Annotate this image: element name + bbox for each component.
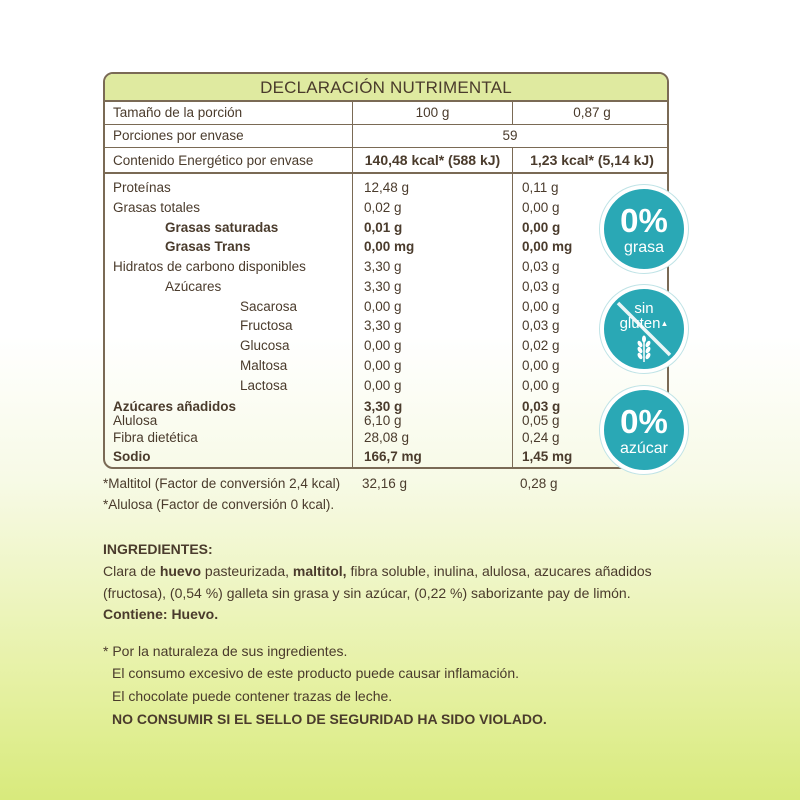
ingredients-text: Clara de — [103, 563, 160, 579]
nutrient-row — [105, 238, 667, 256]
nutrient-value-100g: 0,00 mg — [364, 239, 415, 254]
nutrient-label: Grasas totales — [113, 200, 201, 215]
nutrient-value-portion: 0,03 g — [522, 399, 561, 414]
zero-sugar-badge — [600, 386, 688, 474]
nutrient-value-100g: 0,00 g — [364, 338, 402, 353]
nutrient-label: Hidratos de carbono disponibles — [113, 259, 306, 274]
safety-warning: NO CONSUMIR SI EL SELLO DE SEGURIDAD HA SIDO VIOLADO. — [112, 711, 547, 727]
nutrient-value-100g: 0,02 g — [364, 200, 402, 215]
nutrient-value-portion: 0,00 g — [522, 378, 560, 393]
nutrient-label: Grasas saturadas — [165, 220, 279, 235]
nutrition-facts-table — [103, 72, 669, 469]
nutrient-value-100g: 6,10 g — [364, 413, 402, 428]
nutrient-label: Maltosa — [240, 358, 288, 373]
sugar-label: azúcar — [619, 440, 669, 457]
nutrient-row — [105, 199, 667, 217]
gluten-line2 — [604, 316, 684, 332]
serving-size-col1: 100 g — [352, 102, 512, 125]
nutrient-value-portion: 0,00 g — [522, 358, 560, 373]
energy-col1: 140,48 kcal* (588 kJ) — [352, 148, 512, 174]
note-line: El chocolate puede contener trazas de leche. — [112, 688, 393, 704]
nutrient-row — [105, 357, 667, 375]
portions-row — [105, 125, 667, 148]
nutrient-value-portion: 0,00 g — [522, 299, 560, 314]
nutrient-label: Proteínas — [113, 180, 171, 195]
ingredients-text: fibra soluble, inulina, alulosa, azucares añadidos — [346, 563, 652, 579]
nutrient-row — [105, 430, 667, 446]
nutrient-value-100g: 12,48 g — [364, 180, 410, 195]
nutrient-value-100g: 0,00 g — [364, 378, 402, 393]
gluten-word: gluten — [619, 315, 661, 332]
nutrient-label: Azúcares — [165, 279, 222, 294]
serving-size-label: Tamaño de la porción — [113, 105, 243, 120]
fat-percent: 0% — [620, 202, 668, 239]
maltitol-value-100g: 32,16 g — [362, 476, 408, 491]
nutrient-label: Azúcares añadidos — [113, 399, 237, 414]
ingredients-heading — [103, 538, 703, 560]
nutrient-value-portion: 0,24 g — [522, 430, 560, 445]
maltitol-value-portion: 0,28 g — [520, 476, 558, 491]
nutrient-value-100g: 3,30 g — [364, 279, 402, 294]
nutrient-label: Fibra dietética — [113, 430, 198, 445]
nutrient-label: Alulosa — [113, 413, 158, 428]
maltitol-footnote — [103, 476, 669, 494]
portions-label: Porciones por envase — [113, 128, 244, 143]
nutrient-value-portion: 1,45 mg — [522, 449, 573, 464]
nutrient-row — [105, 298, 667, 316]
nutrient-value-100g: 3,30 g — [364, 259, 402, 274]
nutrient-value-100g: 0,00 g — [364, 358, 402, 373]
nutrient-row — [105, 448, 667, 466]
nutrient-value-portion: 0,11 g — [522, 180, 559, 195]
ingredients-text: pasteurizada, — [201, 563, 293, 579]
nutrient-value-portion: 0,00 g — [522, 220, 561, 235]
wheat-icon — [635, 335, 653, 363]
nutrient-row — [105, 179, 667, 197]
nutrient-label: Fructosa — [240, 318, 293, 333]
nutrient-value-100g: 166,7 mg — [364, 449, 422, 464]
nutrient-value-portion: 0,00 g — [522, 200, 560, 215]
nutrient-value-portion: 0,03 g — [522, 318, 560, 333]
nutrient-row — [105, 219, 667, 237]
ingredients-title: INGREDIENTES: — [103, 541, 213, 557]
gluten-line1: sin — [634, 300, 654, 317]
zero-fat-badge — [600, 185, 688, 273]
sugar-percent: 0% — [620, 403, 668, 440]
note-line: El consumo excesivo de este producto puede causar inflamación. — [112, 665, 520, 681]
nutrient-label: Grasas Trans — [165, 239, 251, 254]
energy-col2: 1,23 kcal* (5,14 kJ) — [512, 148, 669, 174]
nutrient-value-100g: 28,08 g — [364, 430, 410, 445]
nutrient-value-100g: 3,30 g — [364, 399, 403, 414]
nutrient-row — [105, 278, 667, 296]
alulosa-footnote: *Alulosa (Factor de conversión 0 kcal). — [103, 497, 335, 512]
ingredient-maltitol: maltitol, — [292, 563, 347, 579]
nutrient-value-portion: 0,02 g — [522, 338, 560, 353]
serving-size-row — [105, 102, 667, 125]
allergen-contains: Contiene: Huevo. — [103, 606, 219, 622]
ingredients-line1 — [103, 560, 703, 582]
nutrient-row — [105, 414, 667, 428]
nutrient-value-100g: 0,00 g — [364, 299, 402, 314]
nutrient-value-portion: 0,03 g — [522, 259, 560, 274]
fat-label: grasa — [623, 239, 665, 256]
nutrient-value-portion: 0,03 g — [522, 279, 560, 294]
nutrient-value-100g: 3,30 g — [364, 318, 402, 333]
nutrient-value-100g: 0,01 g — [364, 220, 403, 235]
nutrient-value-portion: 0,05 g — [522, 413, 560, 428]
table-title: DECLARACIÓN NUTRIMENTAL — [105, 74, 667, 102]
energy-row — [105, 148, 667, 174]
gluten-mark: ▲ — [660, 319, 669, 329]
maltitol-label: *Maltitol (Factor de conversión 2,4 kcal) — [103, 476, 341, 491]
portions-value: 59 — [352, 125, 667, 148]
ingredient-egg: huevo — [159, 563, 202, 579]
nutrient-value-portion: 0,00 mg — [522, 239, 573, 254]
ingredients-line2: (fructosa), (0,54 %) galleta sin grasa y sin azúcar, (0,22 %) saborizante pay de limón. — [103, 585, 631, 601]
nutrient-row — [105, 337, 667, 355]
nutrient-row — [105, 377, 667, 395]
nutrient-label: Sacarosa — [240, 299, 298, 314]
nutrient-row — [105, 317, 667, 335]
nutrient-label: Sodio — [113, 449, 151, 464]
nutrient-label: Lactosa — [240, 378, 288, 393]
note-line: * Por la naturaleza de sus ingredientes. — [103, 643, 348, 659]
energy-label: Contenido Energético por envase — [113, 153, 314, 168]
nutrient-row — [105, 258, 667, 276]
nutrients-body — [105, 174, 667, 469]
gluten-free-badge — [600, 285, 688, 373]
serving-size-col2: 0,87 g — [512, 102, 669, 125]
nutrient-label: Glucosa — [240, 338, 290, 353]
